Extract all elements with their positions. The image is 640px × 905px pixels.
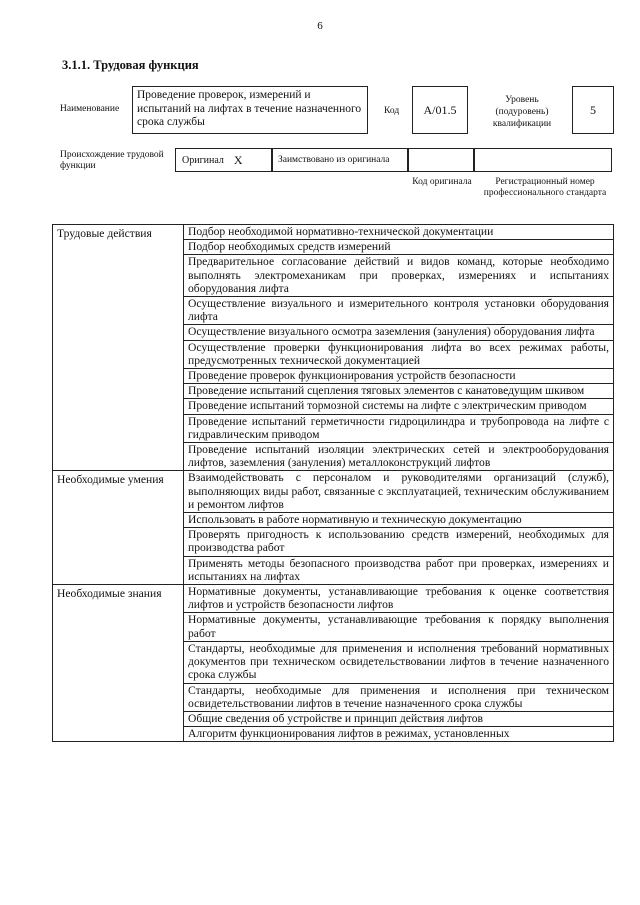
item-cell: Взаимодействовать с персоналом и руководителями организаций (служб), выполняющих виды работ, связанные с эксплуатацией, техническим обслуживанием и ремонтом лифтов xyxy=(184,471,614,513)
level-value: 5 xyxy=(590,102,596,117)
original-label: Оригинал xyxy=(182,154,224,166)
table-row xyxy=(53,585,614,613)
table-row xyxy=(53,471,614,513)
item-cell: Предварительное согласование действий и видов команд, которые необходимо выполнять электромеханикам при проверках, измерениях и испытаниях оборудования лифта xyxy=(184,255,614,297)
item-cell: Стандарты, необходимые для применения и исполнения при техническом освидетельствовании лифтов в течение назначенного срока службы xyxy=(184,683,614,711)
function-name-box xyxy=(132,86,368,134)
original-cell xyxy=(175,148,272,172)
item-cell: Осуществление визуального и измерительного контроля установки оборудования лифта xyxy=(184,297,614,325)
code-box xyxy=(412,86,468,134)
table-row xyxy=(53,225,614,240)
page-number: 6 xyxy=(317,20,323,32)
category-cell: Необходимые умения xyxy=(53,471,184,585)
item-cell: Общие сведения об устройстве и принцип действия лифтов xyxy=(184,711,614,726)
item-cell: Стандарты, необходимые для применения и исполнения требований нормативных документов при техническом освидетельствовании лифтов в течение назначенного срока службы xyxy=(184,641,614,683)
reg-number-caption: Регистрационный номер профессионального стандарта xyxy=(483,177,607,198)
item-cell: Подбор необходимой нормативно-технической документации xyxy=(184,225,614,240)
code-label: Код xyxy=(384,106,400,116)
category-cell: Трудовые действия xyxy=(53,225,184,471)
item-cell: Проведение испытаний тормозной системы на лифте с электрическим приводом xyxy=(184,399,614,414)
code-value: A/01.5 xyxy=(423,102,457,117)
name-label: Наименование xyxy=(60,104,120,114)
item-cell: Применять методы безопасного производства работ при проверках, измерениях и испытаниях на лифтах xyxy=(184,556,614,584)
item-cell: Проведение испытаний герметичности гидроцилиндра и трубопровода на лифте с гидравлическим приводом xyxy=(184,414,614,442)
category-cell: Необходимые знания xyxy=(53,585,184,742)
item-cell: Нормативные документы, устанавливающие требования к оценке соответствия лифтов и устройств безопасности лифтов xyxy=(184,585,614,613)
level-label: Уровень (подуровень) квалификации xyxy=(492,95,552,129)
function-details-table xyxy=(52,224,614,742)
section-title: 3.1.1. Трудовая функция xyxy=(62,58,199,72)
code-original-cell xyxy=(408,148,474,172)
borrowed-cell xyxy=(272,148,408,172)
item-cell: Алгоритм функционирования лифтов в режимах, установленных xyxy=(184,727,614,742)
original-mark: X xyxy=(233,152,243,167)
item-cell: Осуществление проверки функционирования лифта во всех режимах работы, предусмотренных технической документацией xyxy=(184,340,614,368)
level-box xyxy=(572,86,614,134)
borrowed-label: Заимствовано из оригинала xyxy=(278,155,390,165)
item-cell: Проведение испытаний сцепления тяговых элементов с канатоведущим шкивом xyxy=(184,384,614,399)
item-cell: Подбор необходимых средств измерений xyxy=(184,240,614,255)
origin-row xyxy=(175,148,612,172)
item-cell: Проведение проверок функционирования устройств безопасности xyxy=(184,369,614,384)
item-cell: Нормативные документы, устанавливающие требования к порядку выполнения работ xyxy=(184,613,614,641)
item-cell: Проверять пригодность к использованию средств измерений, необходимых для производства работ xyxy=(184,528,614,556)
item-cell: Использовать в работе нормативную и техническую документацию xyxy=(184,513,614,528)
code-original-caption: Код оригинала xyxy=(412,177,472,187)
reg-number-cell xyxy=(474,148,612,172)
function-name-value: Проведение проверок, измерений и испытаний на лифтах в течение назначенного срока службы xyxy=(137,89,362,128)
item-cell: Проведение испытаний изоляции электрических сетей и электрооборудования лифтов, заземления (зануления) металлоконструкций лифтов xyxy=(184,443,614,471)
origin-label: Происхождение трудовой функции xyxy=(60,150,164,171)
item-cell: Осуществление визуального осмотра заземления (зануления) оборудования лифта xyxy=(184,325,614,340)
